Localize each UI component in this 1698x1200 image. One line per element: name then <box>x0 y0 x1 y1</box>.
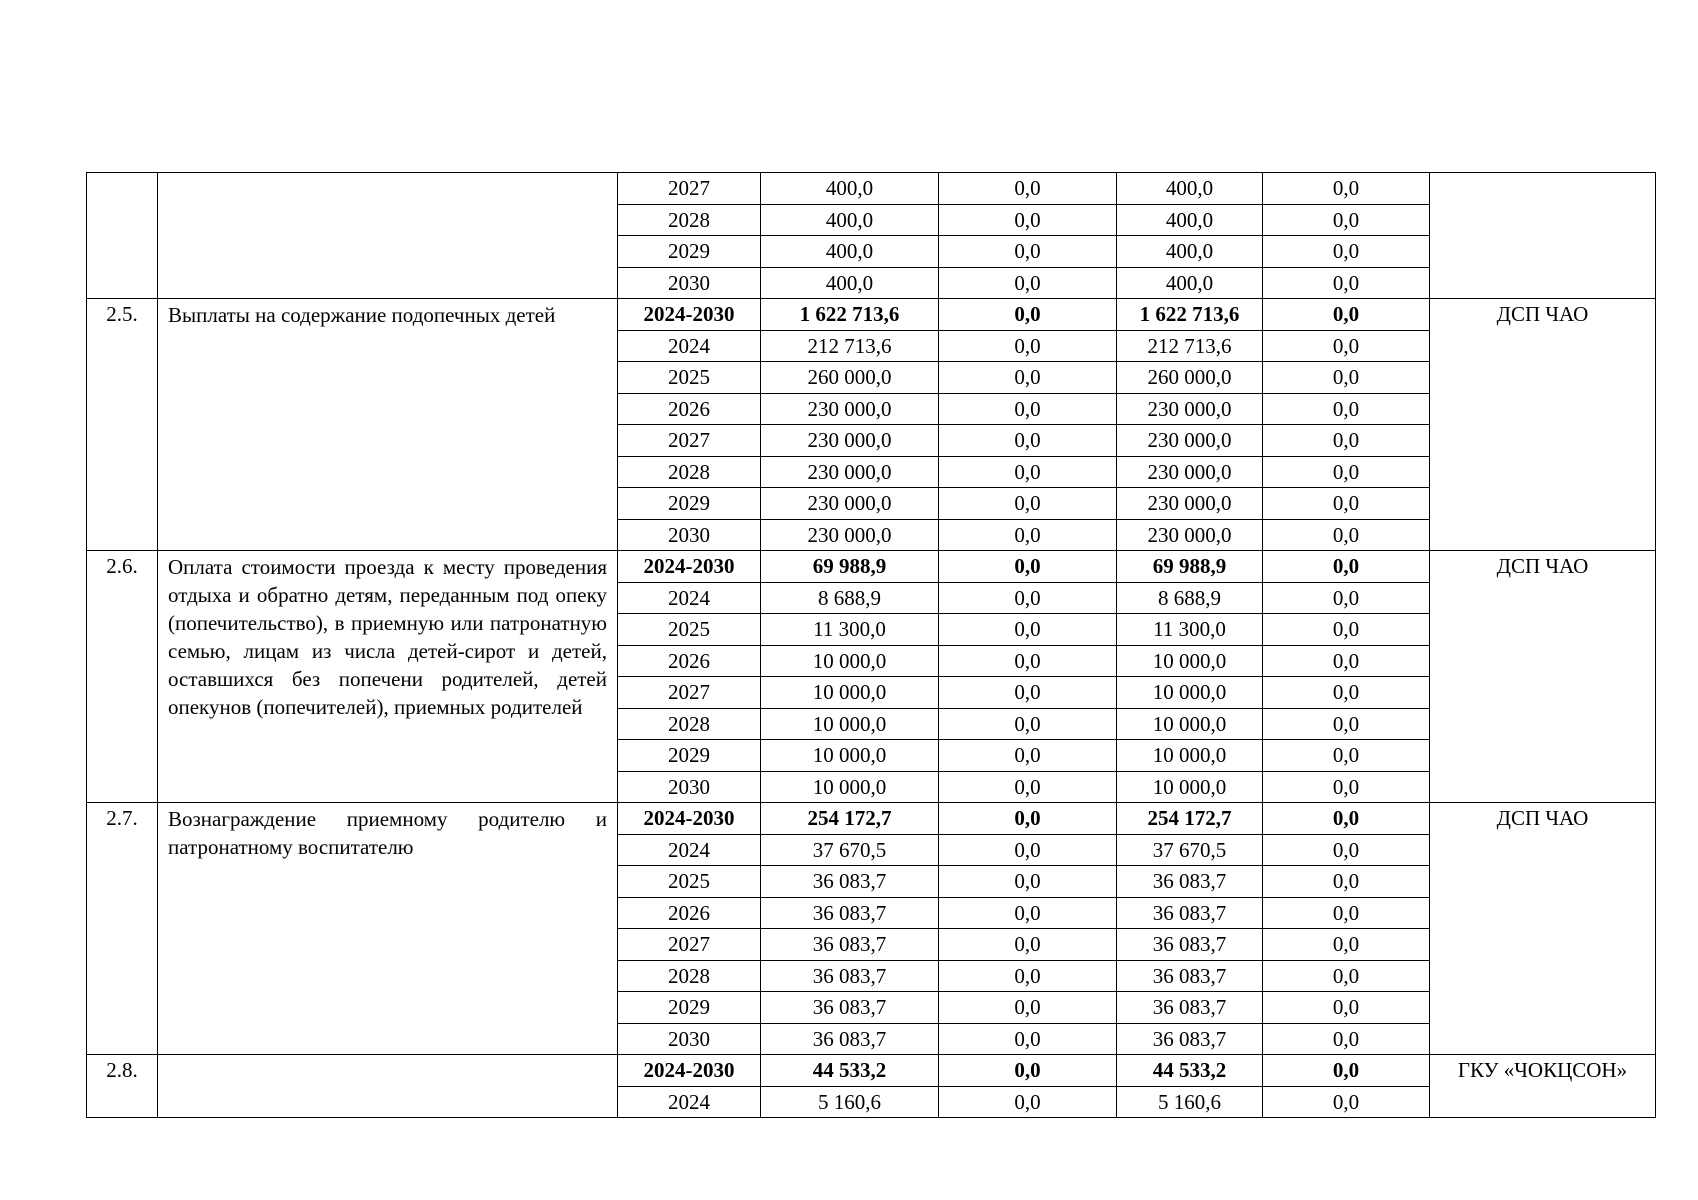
federal-budget-cell: 0,0 <box>939 614 1117 646</box>
other-sources-cell: 0,0 <box>1263 267 1430 299</box>
executor: ДСП ЧАО <box>1430 803 1656 1055</box>
other-sources-cell: 0,0 <box>1263 708 1430 740</box>
regional-budget-cell: 36 083,7 <box>1117 992 1263 1024</box>
federal-budget-cell: 0,0 <box>939 992 1117 1024</box>
regional-budget-cell: 230 000,0 <box>1117 488 1263 520</box>
other-sources-cell: 0,0 <box>1263 236 1430 268</box>
item-name: Вознаграждение приемному родителю и патронатному воспитателю <box>158 803 618 1055</box>
regional-budget-cell: 230 000,0 <box>1117 519 1263 551</box>
federal-budget-cell: 0,0 <box>939 834 1117 866</box>
total-cell: 230 000,0 <box>761 425 939 457</box>
year-cell: 2029 <box>618 488 761 520</box>
federal-budget-cell: 0,0 <box>939 173 1117 205</box>
regional-budget-cell: 230 000,0 <box>1117 456 1263 488</box>
table-row <box>87 803 1656 835</box>
other-sources-cell: 0,0 <box>1263 582 1430 614</box>
regional-budget-cell: 8 688,9 <box>1117 582 1263 614</box>
other-sources-cell: 0,0 <box>1263 992 1430 1024</box>
year-cell: 2029 <box>618 236 761 268</box>
regional-budget-cell: 37 670,5 <box>1117 834 1263 866</box>
federal-budget-cell: 0,0 <box>939 866 1117 898</box>
federal-budget-cell: 0,0 <box>939 582 1117 614</box>
regional-budget-cell: 1 622 713,6 <box>1117 299 1263 331</box>
year-cell: 2025 <box>618 614 761 646</box>
regional-budget-cell: 230 000,0 <box>1117 425 1263 457</box>
total-cell: 400,0 <box>761 173 939 205</box>
year-cell: 2029 <box>618 992 761 1024</box>
total-cell: 36 083,7 <box>761 897 939 929</box>
year-cell: 2024 <box>618 834 761 866</box>
total-cell: 36 083,7 <box>761 866 939 898</box>
year-cell: 2028 <box>618 960 761 992</box>
federal-budget-cell: 0,0 <box>939 708 1117 740</box>
year-cell: 2027 <box>618 929 761 961</box>
table-row <box>87 173 1656 205</box>
year-cell: 2027 <box>618 425 761 457</box>
financing-table <box>86 172 1656 1118</box>
federal-budget-cell: 0,0 <box>939 771 1117 803</box>
other-sources-cell: 0,0 <box>1263 677 1430 709</box>
federal-budget-cell: 0,0 <box>939 645 1117 677</box>
item-number: 2.8. <box>87 1055 158 1118</box>
year-cell: 2025 <box>618 866 761 898</box>
other-sources-cell: 0,0 <box>1263 551 1430 583</box>
total-cell: 230 000,0 <box>761 456 939 488</box>
federal-budget-cell: 0,0 <box>939 393 1117 425</box>
total-cell: 36 083,7 <box>761 960 939 992</box>
year-cell: 2030 <box>618 267 761 299</box>
regional-budget-cell: 5 160,6 <box>1117 1086 1263 1118</box>
federal-budget-cell: 0,0 <box>939 456 1117 488</box>
total-cell: 230 000,0 <box>761 393 939 425</box>
regional-budget-cell: 10 000,0 <box>1117 645 1263 677</box>
year-cell: 2026 <box>618 897 761 929</box>
other-sources-cell: 0,0 <box>1263 1055 1430 1087</box>
total-cell: 1 622 713,6 <box>761 299 939 331</box>
federal-budget-cell: 0,0 <box>939 677 1117 709</box>
regional-budget-cell: 400,0 <box>1117 267 1263 299</box>
federal-budget-cell: 0,0 <box>939 897 1117 929</box>
other-sources-cell: 0,0 <box>1263 488 1430 520</box>
year-cell: 2024 <box>618 330 761 362</box>
regional-budget-cell: 36 083,7 <box>1117 1023 1263 1055</box>
total-cell: 8 688,9 <box>761 582 939 614</box>
year-cell: 2024 <box>618 582 761 614</box>
regional-budget-cell: 36 083,7 <box>1117 866 1263 898</box>
other-sources-cell: 0,0 <box>1263 1023 1430 1055</box>
other-sources-cell: 0,0 <box>1263 299 1430 331</box>
regional-budget-cell: 230 000,0 <box>1117 393 1263 425</box>
total-cell: 10 000,0 <box>761 740 939 772</box>
year-cell: 2027 <box>618 173 761 205</box>
regional-budget-cell: 260 000,0 <box>1117 362 1263 394</box>
regional-budget-cell: 10 000,0 <box>1117 677 1263 709</box>
total-cell: 230 000,0 <box>761 519 939 551</box>
year-cell: 2030 <box>618 1023 761 1055</box>
total-cell: 400,0 <box>761 204 939 236</box>
other-sources-cell: 0,0 <box>1263 897 1430 929</box>
year-cell: 2026 <box>618 393 761 425</box>
year-cell: 2024-2030 <box>618 803 761 835</box>
total-cell: 254 172,7 <box>761 803 939 835</box>
other-sources-cell: 0,0 <box>1263 456 1430 488</box>
regional-budget-cell: 36 083,7 <box>1117 960 1263 992</box>
year-cell: 2026 <box>618 645 761 677</box>
year-cell: 2027 <box>618 677 761 709</box>
federal-budget-cell: 0,0 <box>939 1086 1117 1118</box>
total-cell: 36 083,7 <box>761 1023 939 1055</box>
federal-budget-cell: 0,0 <box>939 929 1117 961</box>
federal-budget-cell: 0,0 <box>939 267 1117 299</box>
table-row <box>87 299 1656 331</box>
total-cell: 10 000,0 <box>761 645 939 677</box>
total-cell: 36 083,7 <box>761 929 939 961</box>
executor <box>1430 173 1656 299</box>
federal-budget-cell: 0,0 <box>939 740 1117 772</box>
item-number <box>87 173 158 299</box>
total-cell: 44 533,2 <box>761 1055 939 1087</box>
other-sources-cell: 0,0 <box>1263 362 1430 394</box>
federal-budget-cell: 0,0 <box>939 1023 1117 1055</box>
federal-budget-cell: 0,0 <box>939 425 1117 457</box>
regional-budget-cell: 212 713,6 <box>1117 330 1263 362</box>
total-cell: 10 000,0 <box>761 708 939 740</box>
regional-budget-cell: 10 000,0 <box>1117 708 1263 740</box>
federal-budget-cell: 0,0 <box>939 960 1117 992</box>
regional-budget-cell: 400,0 <box>1117 204 1263 236</box>
total-cell: 260 000,0 <box>761 362 939 394</box>
regional-budget-cell: 254 172,7 <box>1117 803 1263 835</box>
total-cell: 37 670,5 <box>761 834 939 866</box>
table-row <box>87 1055 1656 1087</box>
regional-budget-cell: 11 300,0 <box>1117 614 1263 646</box>
other-sources-cell: 0,0 <box>1263 330 1430 362</box>
year-cell: 2024-2030 <box>618 551 761 583</box>
other-sources-cell: 0,0 <box>1263 866 1430 898</box>
other-sources-cell: 0,0 <box>1263 204 1430 236</box>
total-cell: 5 160,6 <box>761 1086 939 1118</box>
other-sources-cell: 0,0 <box>1263 960 1430 992</box>
federal-budget-cell: 0,0 <box>939 330 1117 362</box>
item-name <box>158 173 618 299</box>
item-number: 2.6. <box>87 551 158 803</box>
other-sources-cell: 0,0 <box>1263 803 1430 835</box>
year-cell: 2025 <box>618 362 761 394</box>
total-cell: 400,0 <box>761 267 939 299</box>
other-sources-cell: 0,0 <box>1263 929 1430 961</box>
other-sources-cell: 0,0 <box>1263 425 1430 457</box>
year-cell: 2028 <box>618 456 761 488</box>
total-cell: 230 000,0 <box>761 488 939 520</box>
federal-budget-cell: 0,0 <box>939 204 1117 236</box>
regional-budget-cell: 36 083,7 <box>1117 929 1263 961</box>
regional-budget-cell: 36 083,7 <box>1117 897 1263 929</box>
regional-budget-cell: 44 533,2 <box>1117 1055 1263 1087</box>
executor: ГКУ «ЧОКЦСОН» <box>1430 1055 1656 1118</box>
item-number: 2.5. <box>87 299 158 551</box>
financing-table-body <box>87 173 1656 1118</box>
item-number: 2.7. <box>87 803 158 1055</box>
other-sources-cell: 0,0 <box>1263 771 1430 803</box>
total-cell: 10 000,0 <box>761 771 939 803</box>
federal-budget-cell: 0,0 <box>939 488 1117 520</box>
year-cell: 2030 <box>618 771 761 803</box>
item-name: Выплаты на содержание подопечных детей <box>158 299 618 551</box>
federal-budget-cell: 0,0 <box>939 803 1117 835</box>
total-cell: 69 988,9 <box>761 551 939 583</box>
regional-budget-cell: 69 988,9 <box>1117 551 1263 583</box>
year-cell: 2028 <box>618 204 761 236</box>
executor: ДСП ЧАО <box>1430 299 1656 551</box>
year-cell: 2030 <box>618 519 761 551</box>
executor: ДСП ЧАО <box>1430 551 1656 803</box>
federal-budget-cell: 0,0 <box>939 299 1117 331</box>
other-sources-cell: 0,0 <box>1263 173 1430 205</box>
other-sources-cell: 0,0 <box>1263 834 1430 866</box>
other-sources-cell: 0,0 <box>1263 393 1430 425</box>
total-cell: 36 083,7 <box>761 992 939 1024</box>
regional-budget-cell: 10 000,0 <box>1117 740 1263 772</box>
total-cell: 212 713,6 <box>761 330 939 362</box>
other-sources-cell: 0,0 <box>1263 645 1430 677</box>
other-sources-cell: 0,0 <box>1263 740 1430 772</box>
total-cell: 400,0 <box>761 236 939 268</box>
total-cell: 11 300,0 <box>761 614 939 646</box>
year-cell: 2024-2030 <box>618 299 761 331</box>
federal-budget-cell: 0,0 <box>939 362 1117 394</box>
regional-budget-cell: 10 000,0 <box>1117 771 1263 803</box>
other-sources-cell: 0,0 <box>1263 614 1430 646</box>
other-sources-cell: 0,0 <box>1263 519 1430 551</box>
federal-budget-cell: 0,0 <box>939 519 1117 551</box>
regional-budget-cell: 400,0 <box>1117 173 1263 205</box>
year-cell: 2029 <box>618 740 761 772</box>
federal-budget-cell: 0,0 <box>939 1055 1117 1087</box>
other-sources-cell: 0,0 <box>1263 1086 1430 1118</box>
federal-budget-cell: 0,0 <box>939 236 1117 268</box>
total-cell: 10 000,0 <box>761 677 939 709</box>
year-cell: 2024 <box>618 1086 761 1118</box>
table-row <box>87 551 1656 583</box>
year-cell: 2028 <box>618 708 761 740</box>
regional-budget-cell: 400,0 <box>1117 236 1263 268</box>
item-name <box>158 1055 618 1118</box>
item-name: Оплата стоимости проезда к месту проведения отдыха и обратно детям, переданным под опеку (попечительство), в приемную или патронатную семью, лицам из числа детей-сирот и детей, оставшихся без попечени родителей, детей опекунов (попечителей), приемных родителей <box>158 551 618 803</box>
federal-budget-cell: 0,0 <box>939 551 1117 583</box>
year-cell: 2024-2030 <box>618 1055 761 1087</box>
